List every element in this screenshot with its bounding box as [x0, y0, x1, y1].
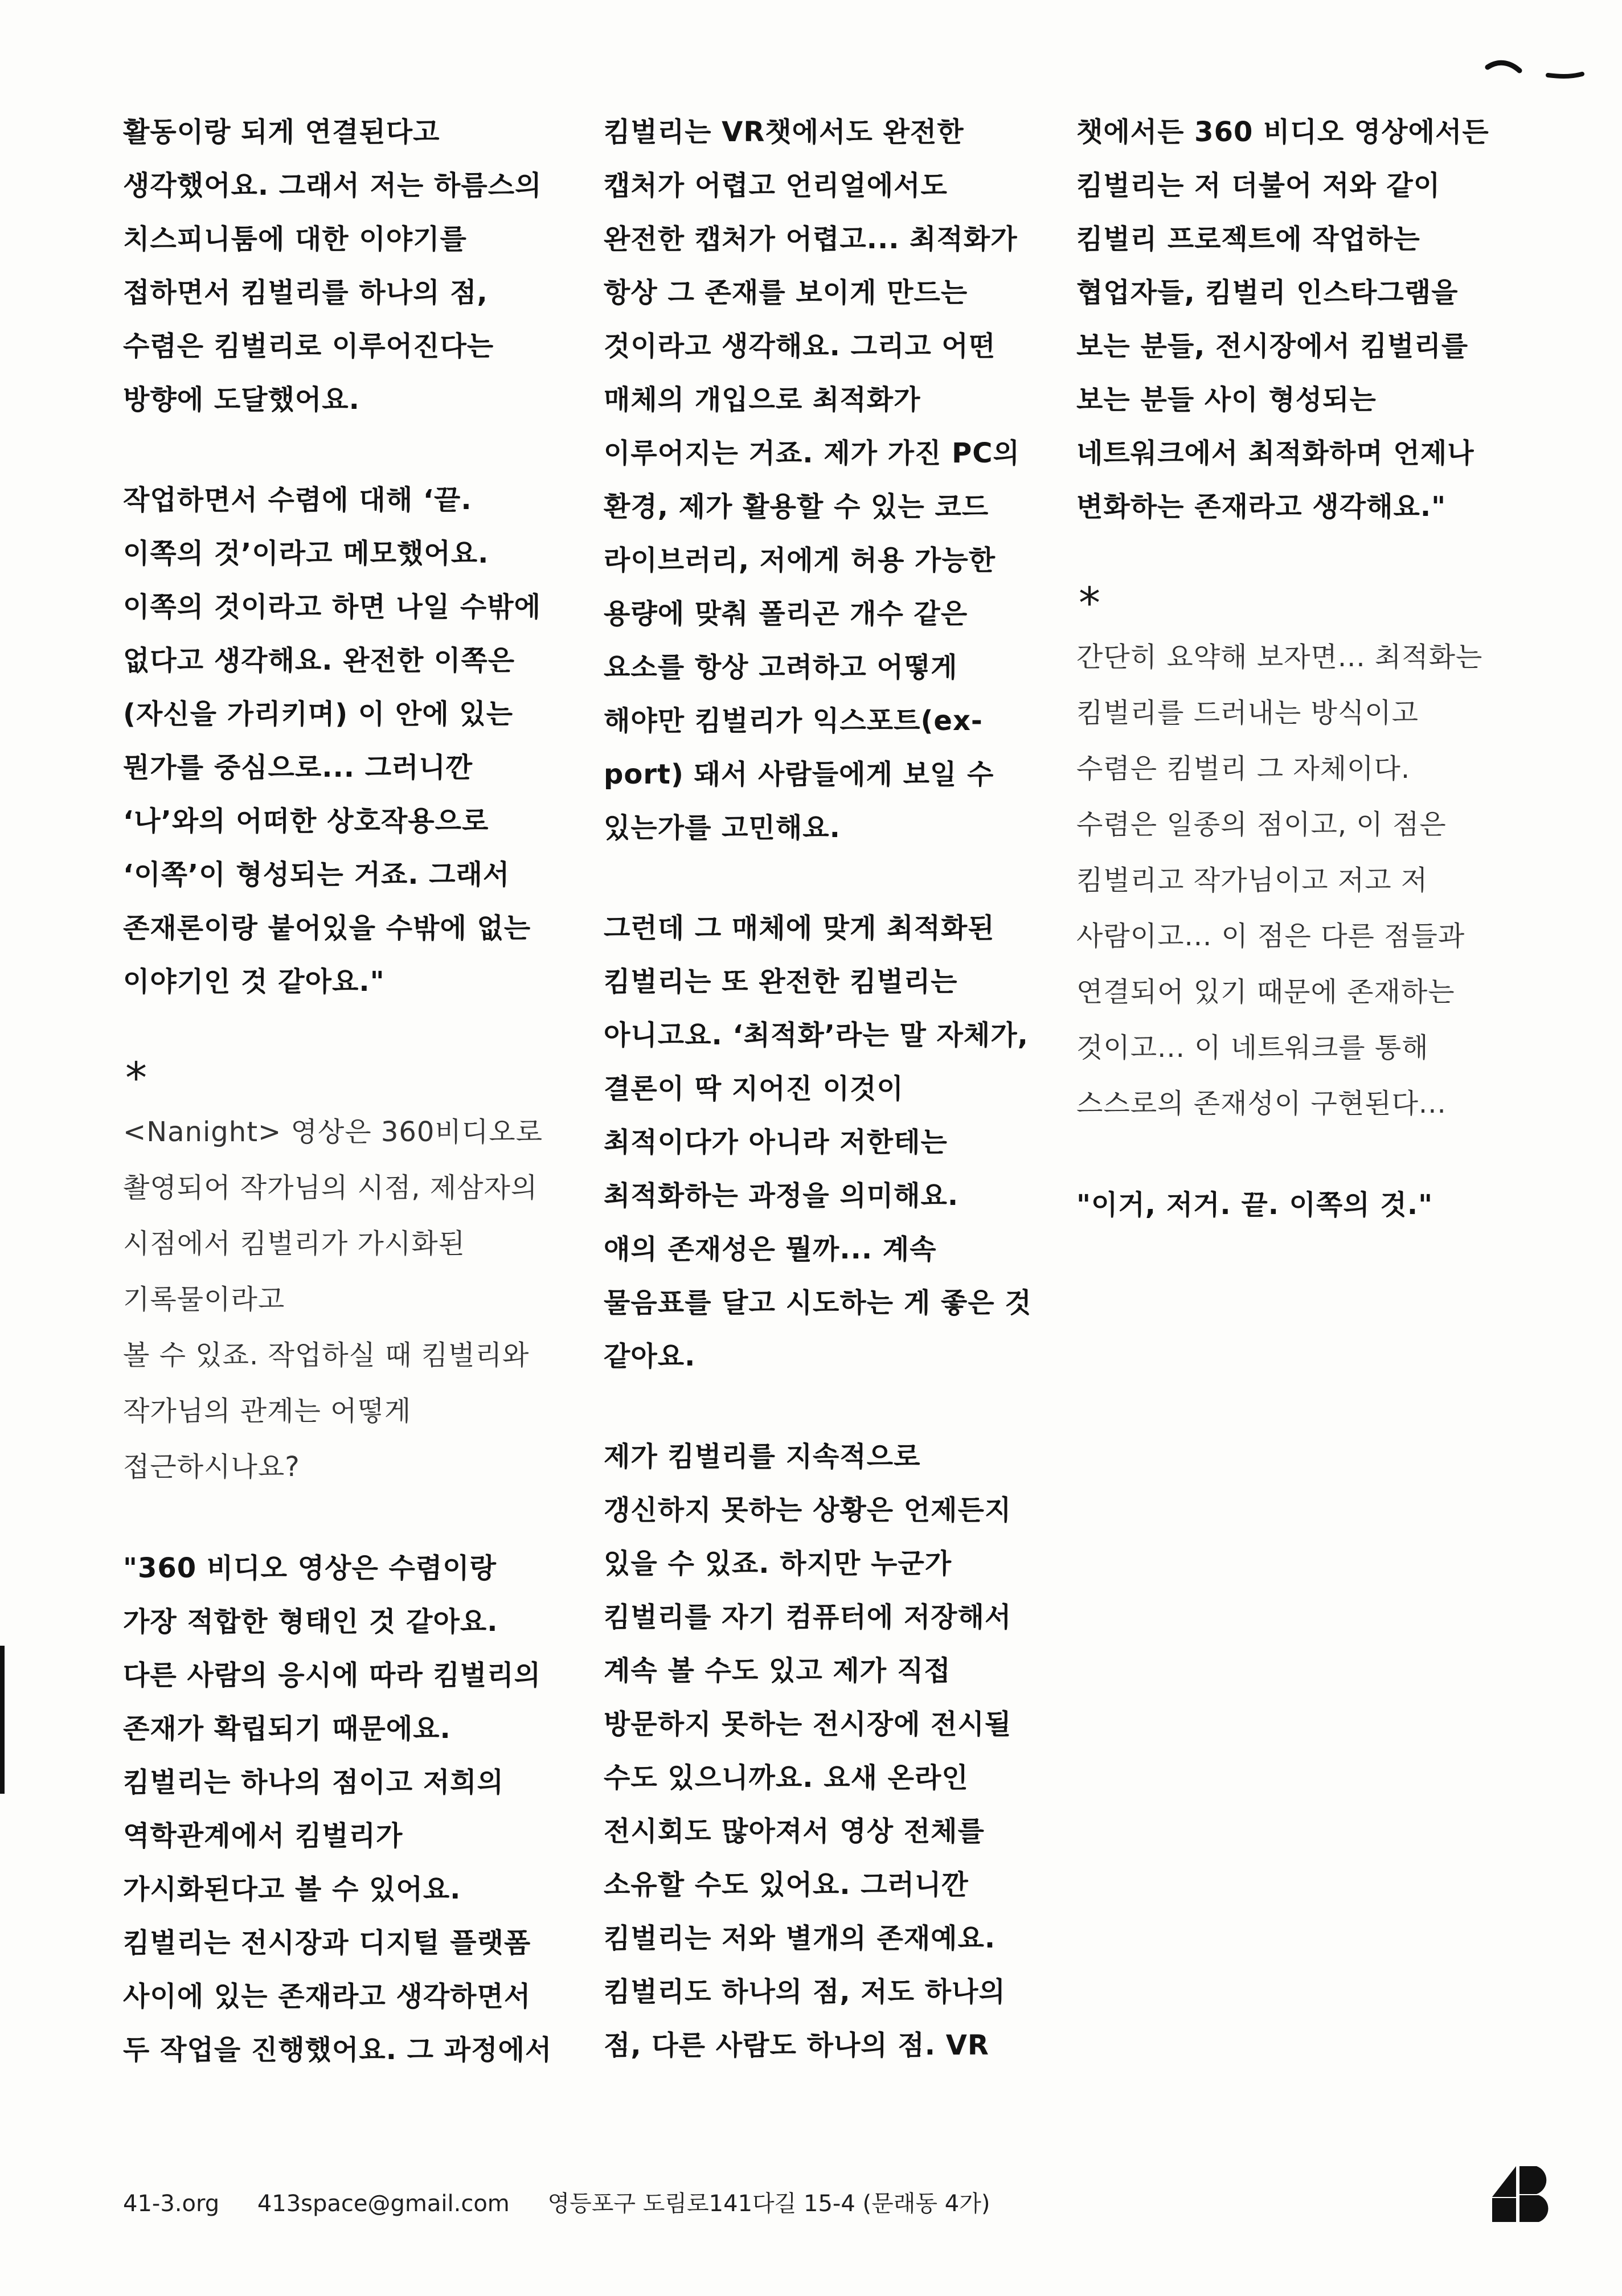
text-line: 간단히 요약해 보자면... 최적화는 — [1076, 641, 1483, 673]
text-line: 역학관계에서 킴벌리가 — [123, 1820, 403, 1852]
text-line: 이루어지는 거죠. 제가 가진 PC의 — [604, 437, 1020, 469]
text-line: 가시화된다고 볼 수 있어요. — [123, 1873, 461, 1905]
text-line: 이쪽의 것이라고 하면 나일 수밖에 — [123, 591, 541, 623]
text-line: 이야기인 것 같아요." — [123, 966, 385, 998]
paragraph — [123, 105, 579, 427]
text-line: 것이고... 이 네트워크를 통해 — [1076, 1032, 1429, 1064]
text-line: 방문하지 못하는 전시장에 전시될 — [604, 1708, 1012, 1740]
413-logo-icon — [1490, 2164, 1558, 2224]
text-line: 촬영되어 작가님의 시점, 제삼자의 — [123, 1172, 538, 1204]
text-line: 협업자들, 킴벌리 인스타그램을 — [1076, 277, 1459, 309]
text-line: 킴벌리 프로젝트에 작업하는 — [1076, 223, 1420, 255]
text-line: (자신을 가리키며) 이 안에 있는 — [123, 698, 514, 730]
text-line: 제가 킴벌리를 지속적으로 — [604, 1441, 921, 1473]
footer-email-link[interactable]: 413space@gmail.com — [257, 2191, 510, 2217]
text-line: 용량에 맞춰 폴리곤 개수 같은 — [604, 598, 968, 630]
text-line: 존재가 확립되기 때문에요. — [123, 1713, 451, 1745]
text-line: 전시회도 많아져서 영상 전체를 — [604, 1815, 985, 1847]
paragraph — [604, 105, 1059, 855]
text-line: 네트워크에서 최적화하며 언제나 — [1076, 437, 1474, 469]
text-line: 활동이랑 되게 연결된다고 — [123, 116, 440, 148]
text-line: 있을 수 있죠. 하지만 누군가 — [604, 1548, 952, 1580]
text-line: 갱신하지 못하는 상황은 언제든지 — [604, 1494, 1012, 1526]
text-column-2 — [604, 105, 1059, 2119]
text-line: 챗에서든 360 비디오 영상에서든 — [1076, 116, 1489, 148]
text-line: 그런데 그 매체에 맞게 최적화된 — [604, 912, 995, 944]
text-line: 작가님의 관계는 어떻게 — [123, 1395, 412, 1427]
text-line: 라이브러리, 저에게 허용 가능한 — [604, 544, 996, 576]
text-line: 같아요. — [604, 1340, 696, 1372]
text-line: 킴벌리는 또 완전한 킴벌리는 — [604, 966, 958, 998]
paragraph — [1076, 1178, 1532, 1232]
text-line: 시점에서 킴벌리가 가시화된 — [123, 1228, 465, 1260]
text-line: 물음표를 달고 시도하는 게 좋은 것 — [604, 1287, 1032, 1319]
text-line: 수렴은 킴벌리 그 자체이다. — [1076, 753, 1411, 785]
text-line: 방향에 도달했어요. — [123, 384, 360, 416]
scan-edge-mark — [0, 1646, 5, 1794]
text-line: 없다고 생각해요. 완전한 이쪽은 — [123, 645, 515, 676]
text-line: 킴벌리고 작가님이고 저고 저 — [1076, 864, 1428, 896]
text-line: 최적화하는 과정을 의미해요. — [604, 1180, 959, 1212]
paragraph — [1076, 105, 1532, 534]
text-line: 보는 분들, 전시장에서 킴벌리를 — [1076, 330, 1469, 362]
text-column-1 — [123, 105, 579, 2123]
text-line: 킴벌리는 VR챗에서도 완전한 — [604, 116, 964, 148]
text-line: 변화하는 존재라고 생각해요." — [1076, 491, 1447, 523]
text-line: 가장 적합한 형태인 것 같아요. — [123, 1606, 498, 1638]
text-line: "이거, 저거. 끝. 이쪽의 것." — [1076, 1189, 1433, 1221]
text-column-3 — [1076, 105, 1532, 1278]
text-line: port) 돼서 사람들에게 보일 수 — [604, 758, 994, 790]
text-line: 수렴은 킴벌리로 이루어진다는 — [123, 330, 494, 362]
text-line: 작업하면서 수렴에 대해 ‘끝. — [123, 484, 472, 516]
text-line: 수도 있으니까요. 요새 온라인 — [604, 1762, 969, 1794]
text-line: 연결되어 있기 때문에 존재하는 — [1076, 976, 1455, 1008]
paragraph — [123, 1052, 579, 1495]
text-line: 킴벌리를 자기 컴퓨터에 저장해서 — [604, 1601, 1012, 1633]
text-line: 스스로의 존재성이 구현된다... — [1076, 1088, 1447, 1120]
text-line: 킴벌리도 하나의 점, 저도 하나의 — [604, 1976, 1006, 2008]
paragraph — [604, 1430, 1059, 2072]
paragraph — [123, 1541, 579, 2077]
text-line: 보는 분들 사이 형성되는 — [1076, 384, 1377, 416]
text-line: 얘의 존재성은 뭘까... 계속 — [604, 1233, 937, 1265]
text-line: 결론이 딱 지어진 이것이 — [604, 1073, 904, 1105]
text-line: 완전한 캡처가 어렵고... 최적화가 — [604, 223, 1018, 255]
text-line: 항상 그 존재를 보이게 만드는 — [604, 277, 968, 309]
text-line: "360 비디오 영상은 수렴이랑 — [123, 1552, 497, 1584]
text-line: 사이에 있는 존재라고 생각하면서 — [123, 1981, 531, 2012]
paragraph — [123, 473, 579, 1008]
text-line: 치스피니툼에 대한 이야기를 — [123, 223, 467, 255]
text-line: 매체의 개입으로 최적화가 — [604, 384, 921, 416]
text-line: 것이라고 생각해요. 그리고 어떤 — [604, 330, 996, 362]
text-line: 볼 수 있죠. 작업하실 때 킴벌리와 — [123, 1339, 530, 1371]
text-line: 다른 사람의 응시에 따라 킴벌리의 — [123, 1659, 541, 1691]
text-line: 킴벌리를 드러내는 방식이고 — [1076, 697, 1419, 729]
text-line: 이쪽의 것’이라고 메모했어요. — [123, 538, 489, 569]
text-line: 수렴은 일종의 점이고, 이 점은 — [1076, 809, 1447, 840]
text-line: <Nanight> 영상은 360비디오로 — [123, 1116, 543, 1148]
text-line: 접근하시나요? — [123, 1451, 300, 1483]
text-line: 접하면서 킴벌리를 하나의 점, — [123, 277, 488, 309]
text-line: 환경, 제가 활용할 수 있는 코드 — [604, 491, 989, 523]
text-line: 소유할 수도 있어요. 그러니깐 — [604, 1869, 969, 1901]
asterisk-divider: * — [1079, 577, 1100, 628]
paragraph — [604, 901, 1059, 1383]
text-line: 요소를 항상 고려하고 어떻게 — [604, 651, 958, 683]
text-line: 점, 다른 사람도 하나의 점. VR — [604, 2030, 989, 2061]
footer-website-link[interactable]: 41-3.org — [123, 2191, 220, 2217]
text-line: 존재론이랑 붙어있을 수밖에 없는 — [123, 912, 531, 944]
text-line: 최적이다가 아니라 저한테는 — [604, 1126, 948, 1158]
text-line: 생각했어요. 그래서 저는 하름스의 — [123, 170, 542, 202]
asterisk-divider: * — [125, 1052, 147, 1103]
text-line: 아니고요. ‘최적화’라는 말 자체가, — [604, 1019, 1029, 1051]
text-line: 캡처가 어렵고 언리얼에서도 — [604, 170, 948, 202]
text-line: 해야만 킴벌리가 익스포트(ex- — [604, 705, 983, 737]
text-line: 사람이고... 이 점은 다른 점들과 — [1076, 920, 1465, 952]
text-line: ‘이쪽’이 형성되는 거죠. 그래서 — [123, 859, 510, 891]
text-line: 킴벌리는 전시장과 디지털 플랫폼 — [123, 1927, 531, 1959]
footer — [123, 2187, 1021, 2221]
footer-address: 영등포구 도림로141다길 15-4 (문래동 4가) — [547, 2191, 990, 2217]
text-line: 있는가를 고민해요. — [604, 812, 841, 844]
text-line: 기록물이라고 — [123, 1284, 285, 1315]
paragraph — [1076, 577, 1532, 1131]
text-line: 두 작업을 진행했어요. 그 과정에서 — [123, 2034, 552, 2066]
pen-mark-icon — [1481, 46, 1595, 91]
text-line: 킴벌리는 저와 별개의 존재예요. — [604, 1922, 996, 1954]
text-line: 킴벌리는 하나의 점이고 저희의 — [123, 1766, 504, 1798]
text-line: 킴벌리는 저 더불어 저와 같이 — [1076, 170, 1441, 202]
text-line: ‘나’와의 어떠한 상호작용으로 — [123, 805, 489, 837]
text-line: 뭔가를 중심으로... 그러니깐 — [123, 752, 473, 784]
text-line: 계속 볼 수도 있고 제가 직접 — [604, 1655, 951, 1687]
